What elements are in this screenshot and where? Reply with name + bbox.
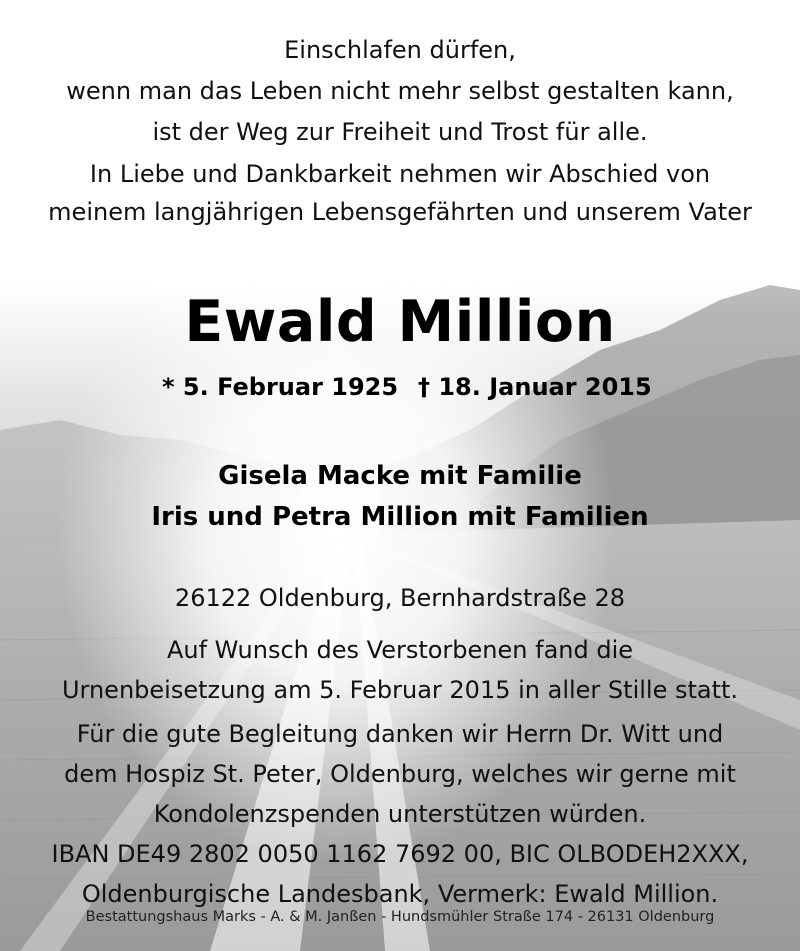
thanks-line: Kondolenzspenden unterstützen würden. (153, 800, 647, 828)
farewell-intro (0, 155, 800, 231)
poem-verse (0, 30, 800, 153)
notice-line: Auf Wunsch des Verstorbenen fand die (166, 636, 634, 664)
thanks-line: Für die gute Begleitung danken wir Herrn Dr. Witt und (76, 720, 724, 748)
family-address: 26122 Oldenburg, Bernhardstraße 28 (174, 584, 626, 612)
poem-line: Einschlafen dürfen, (284, 36, 516, 64)
bank-details-line: Oldenburgische Landesbank, Vermerk: Ewald Million. (81, 880, 719, 908)
funeral-home-footer: Bestattungshaus Marks - A. & M. Janßen - Hundsmühler Straße 174 - 26131 Oldenburg (85, 909, 715, 925)
poem-line: wenn man das Leben nicht mehr selbst gestalten kann, (66, 77, 734, 105)
death-date: † 18. Januar 2015 (418, 373, 652, 401)
mourner-line: Gisela Macke mit Familie (218, 461, 582, 491)
thanks-and-donation (0, 714, 800, 914)
deceased-name: Ewald Million (184, 289, 616, 355)
intro-line: meinem langjährigen Lebensgefährten und unserem Vater (48, 198, 752, 226)
poem-line: ist der Weg zur Freiheit und Trost für alle. (152, 118, 648, 146)
thanks-line: dem Hospiz St. Peter, Oldenburg, welches wir gerne mit (64, 760, 736, 788)
mourner-line: Iris und Petra Million mit Familien (151, 502, 649, 532)
burial-notice (0, 630, 800, 710)
birth-date: * 5. Februar 1925 (162, 373, 399, 401)
notice-line: Urnenbeisetzung am 5. Februar 2015 in aller Stille statt. (61, 676, 739, 704)
intro-line: In Liebe und Dankbarkeit nehmen wir Abschied von (89, 160, 711, 188)
mourners-list (0, 456, 800, 538)
bank-details-line: IBAN DE49 2802 0050 1162 7692 00, BIC OLBODEH2XXX, (51, 840, 749, 868)
